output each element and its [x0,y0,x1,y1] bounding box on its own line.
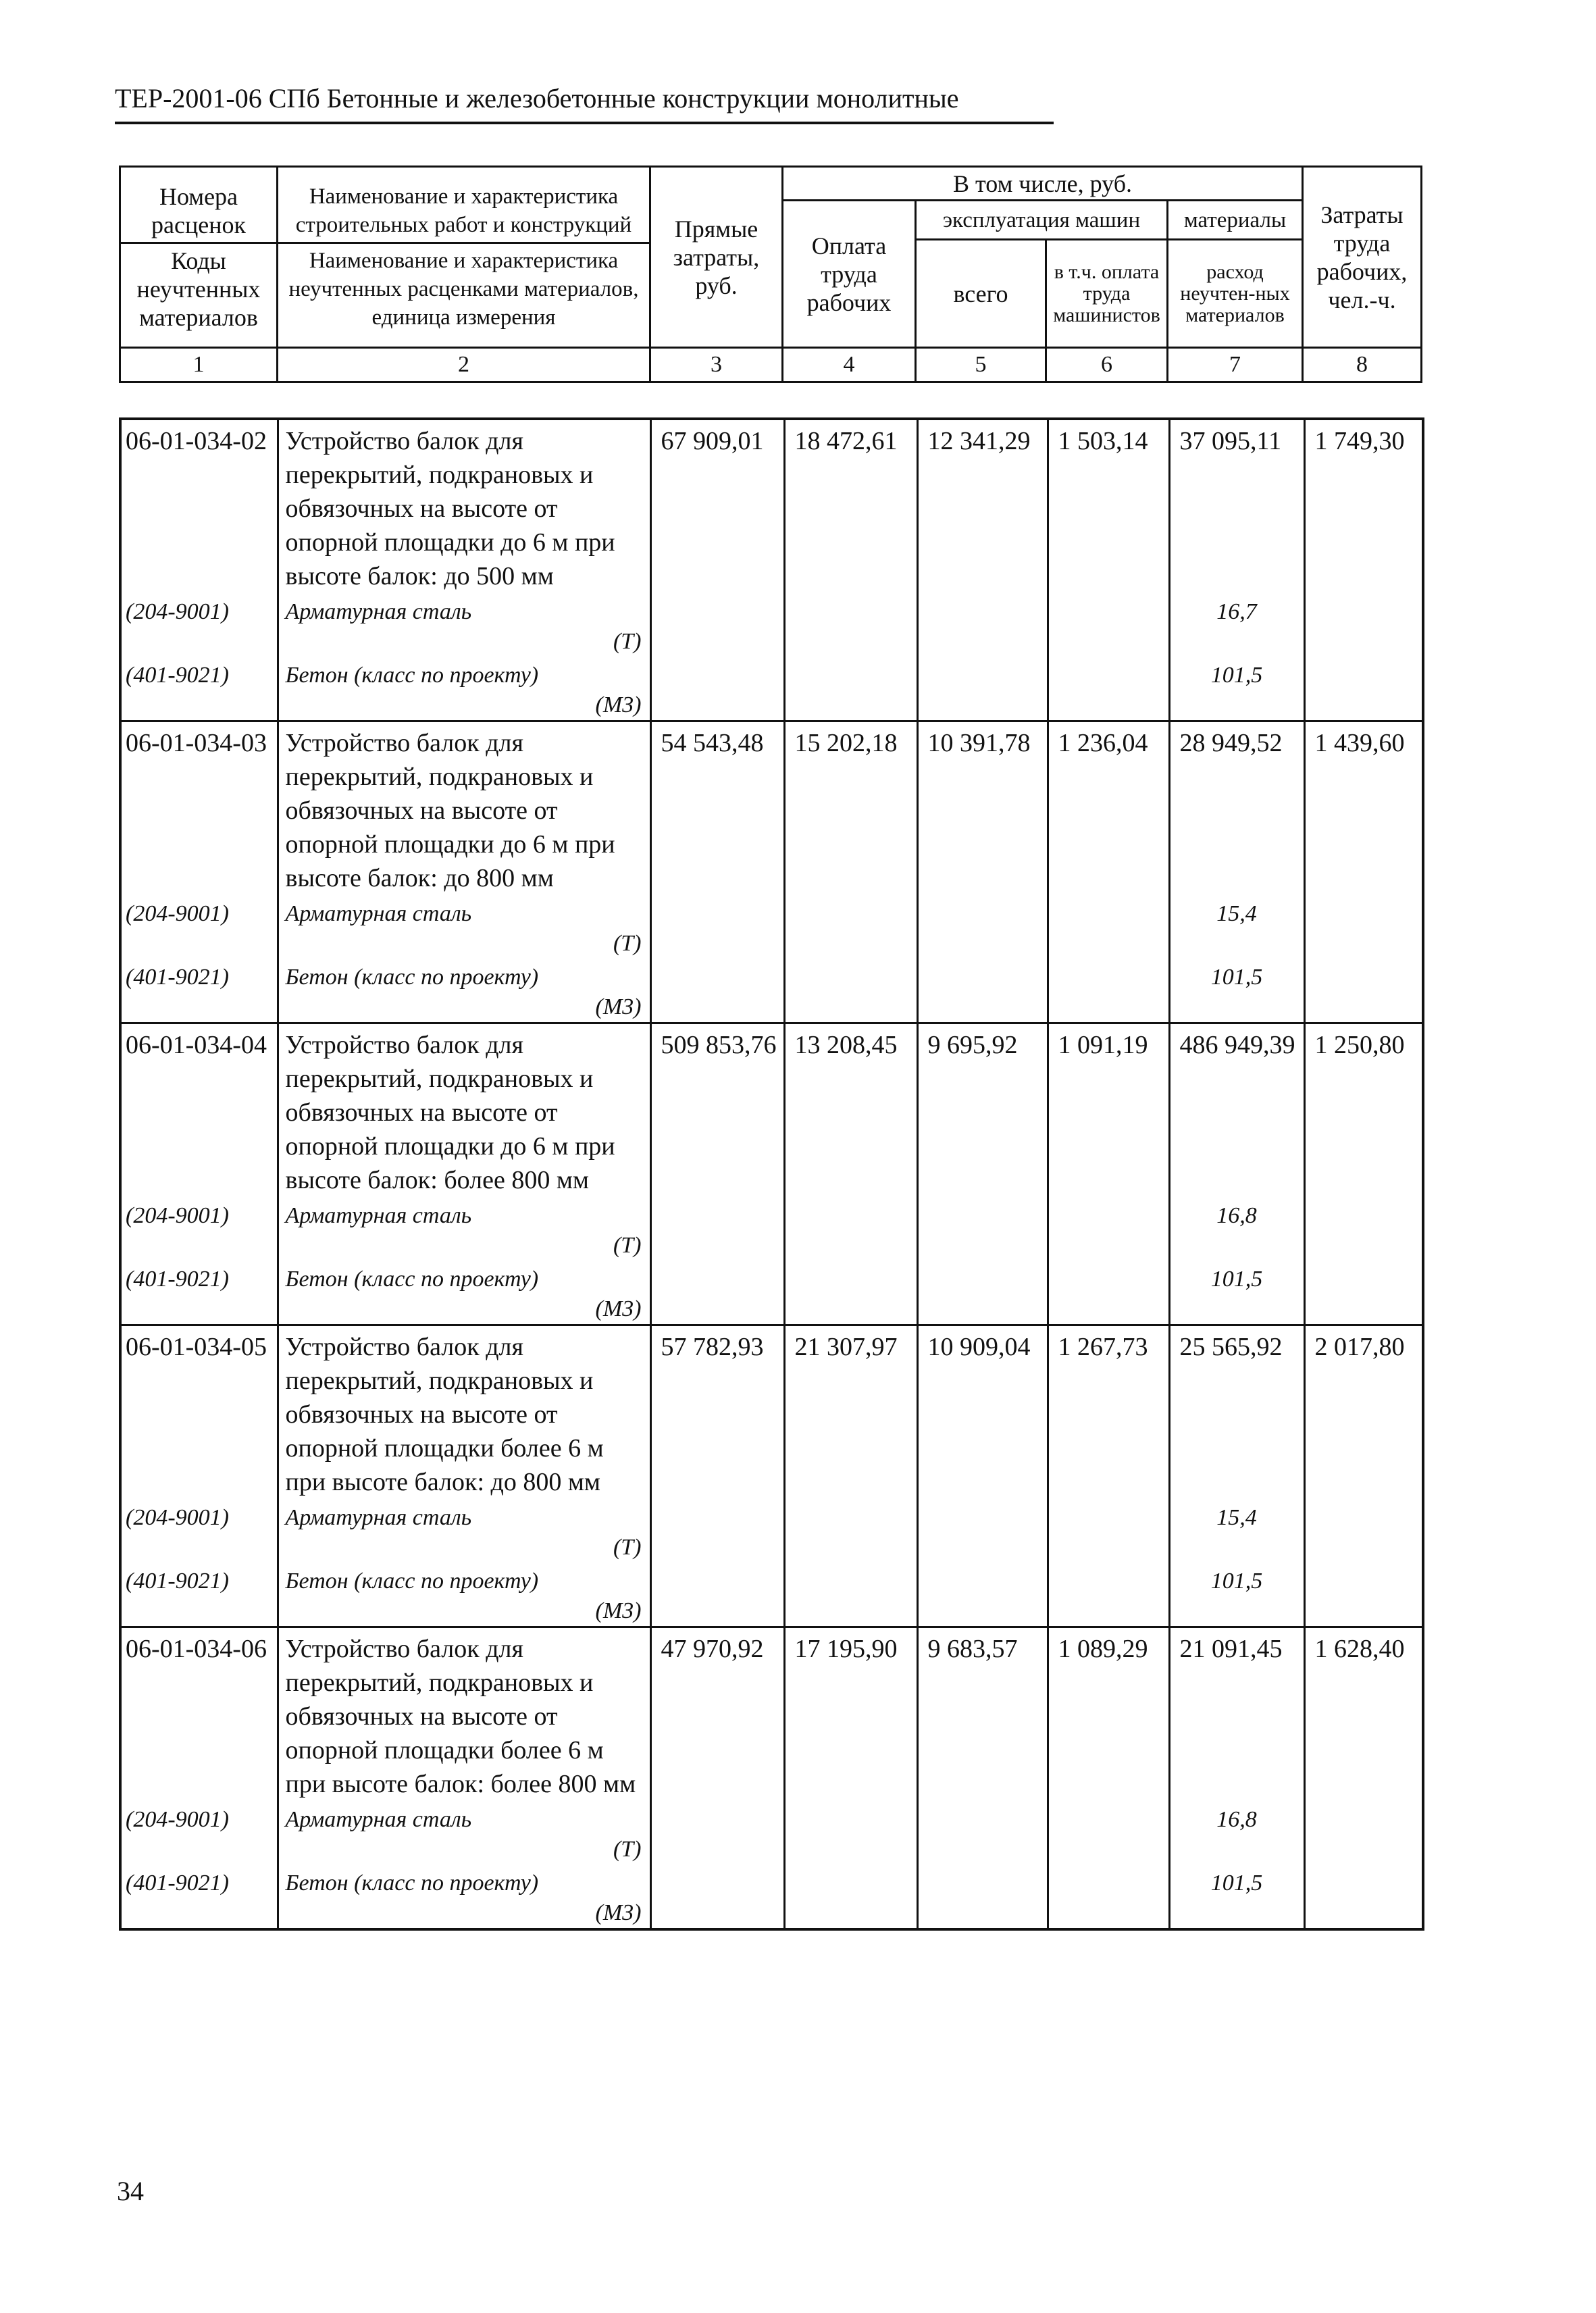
table-row [120,1023,1423,1198]
col-number: 5 [916,348,1046,382]
empty-cell [784,1499,917,1562]
material-name [278,1864,650,1929]
empty-cell [784,1562,917,1627]
rates-table-body [120,419,1423,1929]
table-row [120,1325,1423,1500]
material-unit: (М3) [595,994,642,1019]
empty-cell [1304,895,1423,959]
material-name [278,1562,650,1627]
empty-cell [1304,593,1423,657]
machinists-pay-cell: 1 236,04 [1048,721,1169,896]
table-row [120,1627,1423,1802]
empty-cell [784,1864,917,1929]
empty-cell [1048,593,1169,657]
materials-cell: 28 949,52 [1169,721,1304,896]
empty-cell [917,1864,1048,1929]
machines-total-cell: 9 695,92 [917,1023,1048,1198]
material-quantity: 101,5 [1169,1562,1304,1627]
empty-cell [650,1197,784,1261]
col-number: 2 [278,348,650,382]
empty-cell [1304,1864,1423,1929]
empty-cell [784,895,917,959]
work-description: Устройство балок для перекрытий, подкрановых и обвязочных на высоте от опорной площадки до 6 м при высоте балок: более 800 мм [278,1023,650,1198]
material-code: (401-9021) [120,1261,278,1325]
col-header-machines: эксплуатация машин [916,201,1168,240]
machines-total-cell: 10 909,04 [917,1325,1048,1500]
page-title: ТЕР-2001-06 СПб Бетонные и железобетонные конструкции монолитные [115,80,1054,124]
material-code: (204-9001) [120,1499,278,1562]
col-header-machinists-pay: в т.ч. оплата труда машинистов [1046,240,1168,348]
empty-cell [1304,959,1423,1023]
labor-pay-cell: 13 208,45 [784,1023,917,1198]
empty-cell [650,1499,784,1562]
machines-total-cell: 12 341,29 [917,419,1048,593]
material-unit: (М3) [595,1598,642,1623]
material-unit: (Т) [613,1535,642,1560]
empty-cell [650,959,784,1023]
material-quantity: 101,5 [1169,1864,1304,1929]
material-unit: (М3) [595,692,642,717]
material-quantity: 16,7 [1169,593,1304,657]
material-row [120,959,1423,1023]
material-name-text: Бетон (класс по проекту) [285,965,539,990]
col-header-material-name: Наименование и характеристика неучтенных расценками материалов, единица измерения [288,249,639,330]
col-header-direct-costs: Прямые затраты, руб. [650,167,783,348]
empty-cell [650,593,784,657]
material-name-text: Бетон (класс по проекту) [285,1871,539,1896]
empty-cell [1304,1801,1423,1864]
direct-costs-cell: 57 782,93 [650,1325,784,1500]
empty-cell [784,959,917,1023]
material-row [120,657,1423,721]
machines-total-cell: 10 391,78 [917,721,1048,896]
empty-cell [650,1261,784,1325]
labor-pay-cell: 15 202,18 [784,721,917,896]
work-description: Устройство балок для перекрытий, подкрановых и обвязочных на высоте от опорной площадки до 6 м при высоте балок: до 500 мм [278,419,650,593]
col-header-codes [120,167,278,348]
empty-cell [917,593,1048,657]
material-quantity: 101,5 [1169,657,1304,721]
empty-cell [650,1864,784,1929]
col-number: 8 [1303,348,1422,382]
empty-cell [1048,1499,1169,1562]
col-header-names [278,167,650,348]
page-number: 34 [117,2176,144,2206]
material-code: (401-9021) [120,657,278,721]
material-unit: (М3) [595,1900,642,1925]
col-header-machines-total: всего [916,240,1046,348]
col-header-rate-number: Номера расценок [121,180,276,244]
materials-cell: 37 095,11 [1169,419,1304,593]
work-description: Устройство балок для перекрытий, подкрановых и обвязочных на высоте от опорной площадки до 6 м при высоте балок: до 800 мм [278,721,650,896]
material-unit: (М3) [595,1296,642,1321]
labor-pay-cell: 18 472,61 [784,419,917,593]
table-row [120,721,1423,896]
rate-code: 06-01-034-06 [120,1627,278,1802]
labor-hours-cell: 1 250,80 [1304,1023,1423,1198]
col-number: 3 [650,348,783,382]
labor-hours-cell: 1 628,40 [1304,1627,1423,1802]
col-header-material-code: Коды неучтенных материалов [136,247,261,331]
col-number: 6 [1046,348,1168,382]
material-code: (401-9021) [120,1864,278,1929]
col-header-labor-hours: Затраты труда рабочих, чел.-ч. [1303,167,1422,348]
empty-cell [917,1801,1048,1864]
material-name-text: Арматурная сталь [285,1807,472,1832]
material-name [278,1261,650,1325]
empty-cell [1048,1864,1169,1929]
material-name-text: Бетон (класс по проекту) [285,663,539,688]
table-header [119,166,1422,383]
material-code: (401-9021) [120,1562,278,1627]
work-description: Устройство балок для перекрытий, подкрановых и обвязочных на высоте от опорной площадки более 6 м при высоте балок: до 800 мм [278,1325,650,1500]
empty-cell [1304,1562,1423,1627]
material-name [278,593,650,657]
col-header-work-name: Наименование и характеристика строительных работ и конструкций [278,180,649,244]
rate-code: 06-01-034-02 [120,419,278,593]
materials-cell: 21 091,45 [1169,1627,1304,1802]
empty-cell [917,657,1048,721]
machinists-pay-cell: 1 503,14 [1048,419,1169,593]
empty-cell [650,895,784,959]
material-unit: (Т) [613,931,642,956]
empty-cell [1048,657,1169,721]
material-row [120,1261,1423,1325]
col-header-materials: материалы [1168,201,1303,240]
empty-cell [917,895,1048,959]
col-number: 1 [120,348,278,382]
empty-cell [1048,1801,1169,1864]
material-row [120,1499,1423,1562]
col-header-labor-pay: Оплата труда рабочих [783,201,916,348]
materials-cell: 486 949,39 [1169,1023,1304,1198]
material-row [120,1197,1423,1261]
materials-cell: 25 565,92 [1169,1325,1304,1500]
empty-cell [917,959,1048,1023]
material-quantity: 101,5 [1169,1261,1304,1325]
empty-cell [1304,1197,1423,1261]
empty-cell [784,593,917,657]
rate-code: 06-01-034-05 [120,1325,278,1500]
empty-cell [917,1499,1048,1562]
material-quantity: 16,8 [1169,1197,1304,1261]
work-description: Устройство балок для перекрытий, подкрановых и обвязочных на высоте от опорной площадки более 6 м при высоте балок: более 800 мм [278,1627,650,1802]
material-row [120,895,1423,959]
material-name [278,1197,650,1261]
empty-cell [784,1197,917,1261]
machines-total-cell: 9 683,57 [917,1627,1048,1802]
material-code: (204-9001) [120,1197,278,1261]
empty-cell [650,1801,784,1864]
material-row [120,1801,1423,1864]
material-name [278,959,650,1023]
empty-cell [1048,895,1169,959]
empty-cell [1304,1261,1423,1325]
labor-pay-cell: 17 195,90 [784,1627,917,1802]
material-name [278,1499,650,1562]
col-number: 4 [783,348,916,382]
material-name-text: Арматурная сталь [285,1505,472,1530]
material-unit: (Т) [613,1233,642,1258]
empty-cell [784,657,917,721]
material-unit: (Т) [613,629,642,654]
direct-costs-cell: 67 909,01 [650,419,784,593]
material-row [120,593,1423,657]
material-name-text: Бетон (класс по проекту) [285,1267,539,1292]
material-quantity: 15,4 [1169,1499,1304,1562]
col-number: 7 [1168,348,1303,382]
empty-cell [917,1261,1048,1325]
material-name-text: Арматурная сталь [285,599,472,624]
material-code: (204-9001) [120,895,278,959]
labor-hours-cell: 1 749,30 [1304,419,1423,593]
material-code: (204-9001) [120,593,278,657]
material-quantity: 15,4 [1169,895,1304,959]
material-row [120,1562,1423,1627]
material-name [278,657,650,721]
material-code: (204-9001) [120,1801,278,1864]
labor-hours-cell: 1 439,60 [1304,721,1423,896]
material-name-text: Арматурная сталь [285,901,472,926]
material-quantity: 16,8 [1169,1801,1304,1864]
empty-cell [1048,1197,1169,1261]
empty-cell [917,1562,1048,1627]
material-quantity: 101,5 [1169,959,1304,1023]
empty-cell [1304,1499,1423,1562]
material-name-text: Бетон (класс по проекту) [285,1569,539,1594]
direct-costs-cell: 47 970,92 [650,1627,784,1802]
material-name [278,895,650,959]
empty-cell [1048,959,1169,1023]
empty-cell [1048,1562,1169,1627]
direct-costs-cell: 509 853,76 [650,1023,784,1198]
material-row [120,1864,1423,1929]
empty-cell [917,1197,1048,1261]
col-header-unaccounted-materials: расход неучтен-ных материалов [1168,240,1303,348]
machinists-pay-cell: 1 091,19 [1048,1023,1169,1198]
material-name [278,1801,650,1864]
machinists-pay-cell: 1 267,73 [1048,1325,1169,1500]
empty-cell [1304,657,1423,721]
machinists-pay-cell: 1 089,29 [1048,1627,1169,1802]
labor-pay-cell: 21 307,97 [784,1325,917,1500]
material-unit: (Т) [613,1837,642,1862]
empty-cell [1048,1261,1169,1325]
empty-cell [650,1562,784,1627]
empty-cell [784,1801,917,1864]
material-name-text: Арматурная сталь [285,1203,472,1228]
direct-costs-cell: 54 543,48 [650,721,784,896]
material-code: (401-9021) [120,959,278,1023]
empty-cell [650,657,784,721]
rate-code: 06-01-034-03 [120,721,278,896]
empty-cell [784,1261,917,1325]
rates-table [119,417,1424,1931]
labor-hours-cell: 2 017,80 [1304,1325,1423,1500]
rate-code: 06-01-034-04 [120,1023,278,1198]
col-header-group: В том числе, руб. [783,167,1303,201]
table-row [120,419,1423,593]
